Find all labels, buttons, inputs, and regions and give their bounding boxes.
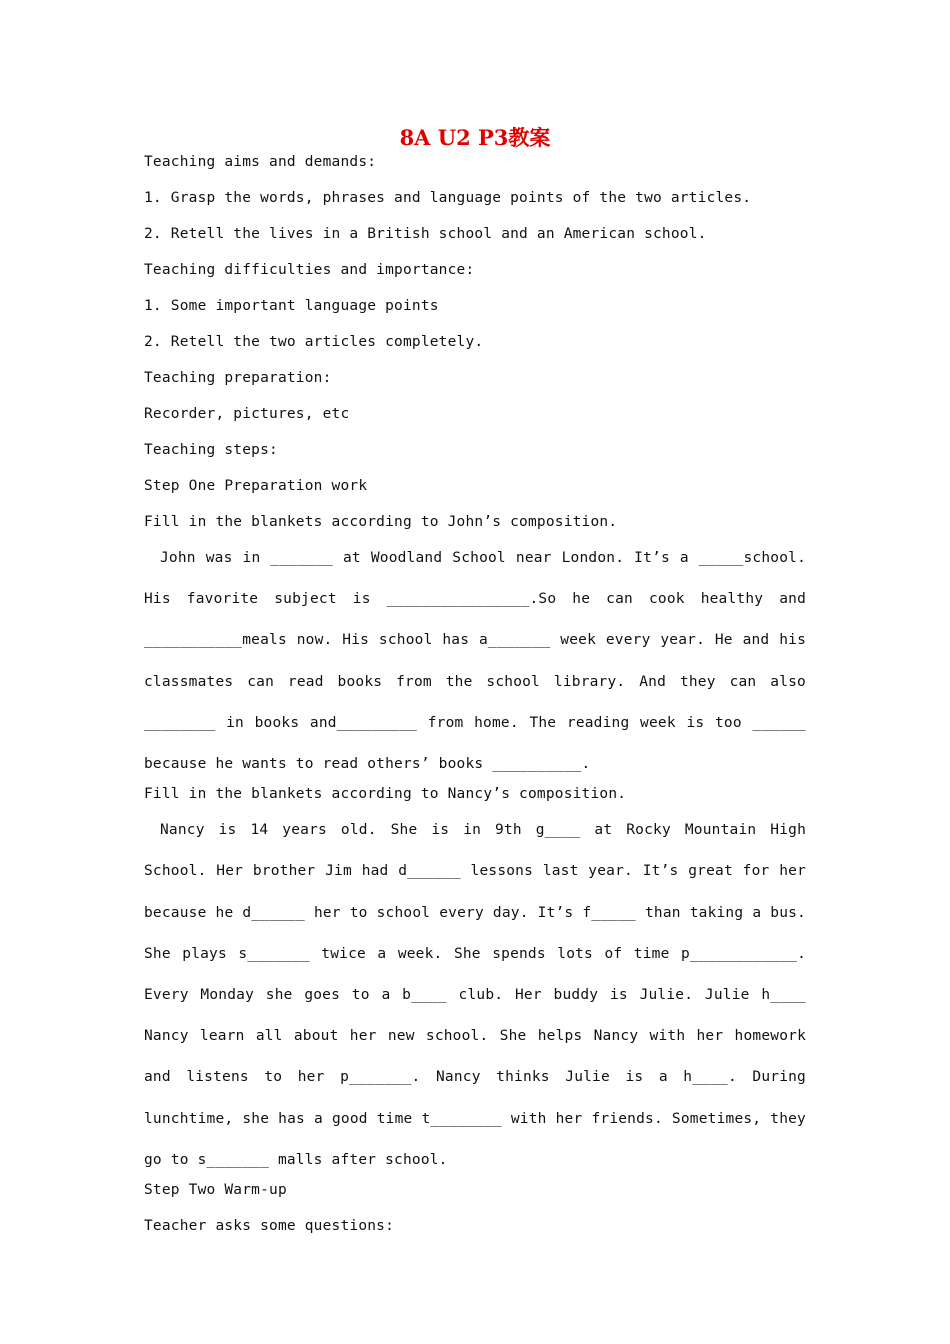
aim-item-1: 1. Grasp the words, phrases and language points of the two articles. <box>144 190 752 206</box>
heading-steps: Teaching steps: <box>144 442 278 458</box>
preparation-items: Recorder, pictures, etc <box>144 406 350 422</box>
step-one-heading: Step One Preparation work <box>144 478 368 494</box>
document-body <box>144 150 806 1250</box>
difficulty-item-1: 1. Some important language points <box>144 298 439 314</box>
nancy-paragraph: Nancy is 14 years old. She is in 9th g____ at Rocky Mountain High School. Her brother Jim had d______ lessons last year. It’s great for her because he d______ her to school every day. It’s f_____ than taking a bus. She plays s_______ twice a week. She spends lots of time p____________. Every Monday she goes to a b____ club. Her buddy is Julie. Julie h____ Nancy learn all about her new school. She helps Nancy with her homework and listens to her p_______. Nancy thinks Julie is a h____. During lunchtime, she has a good time t________ with her friends. Sometimes, they go to s_______ malls after school. <box>144 822 806 1168</box>
step-two-heading: Step Two Warm-up <box>144 1182 287 1199</box>
difficulty-item-2: 2. Retell the two articles completely. <box>144 334 484 350</box>
john-paragraph: John was in _______ at Woodland School near London. It’s a _____school. His favorite subject is ________________.So he can cook healthy and ___________meals now. His school has a_______ week every year. He and his classmates can read books from the school library. And they can also ________ in books and_________ from home. The reading week is too ______ because he wants to read others’ books __________. <box>144 550 806 773</box>
document-title: 8A U2 P3教案 <box>399 125 551 150</box>
john-instruction: Fill in the blankets according to John’s composition. <box>144 514 618 530</box>
nancy-instruction: Fill in the blankets according to Nancy’s composition. <box>144 786 627 803</box>
teacher-questions: Teacher asks some questions: <box>144 1218 395 1235</box>
heading-preparation: Teaching preparation: <box>144 370 332 386</box>
heading-aims: Teaching aims and demands: <box>144 154 377 170</box>
aim-item-2: 2. Retell the lives in a British school and an American school. <box>144 226 707 242</box>
heading-difficulties: Teaching difficulties and importance: <box>144 262 475 278</box>
